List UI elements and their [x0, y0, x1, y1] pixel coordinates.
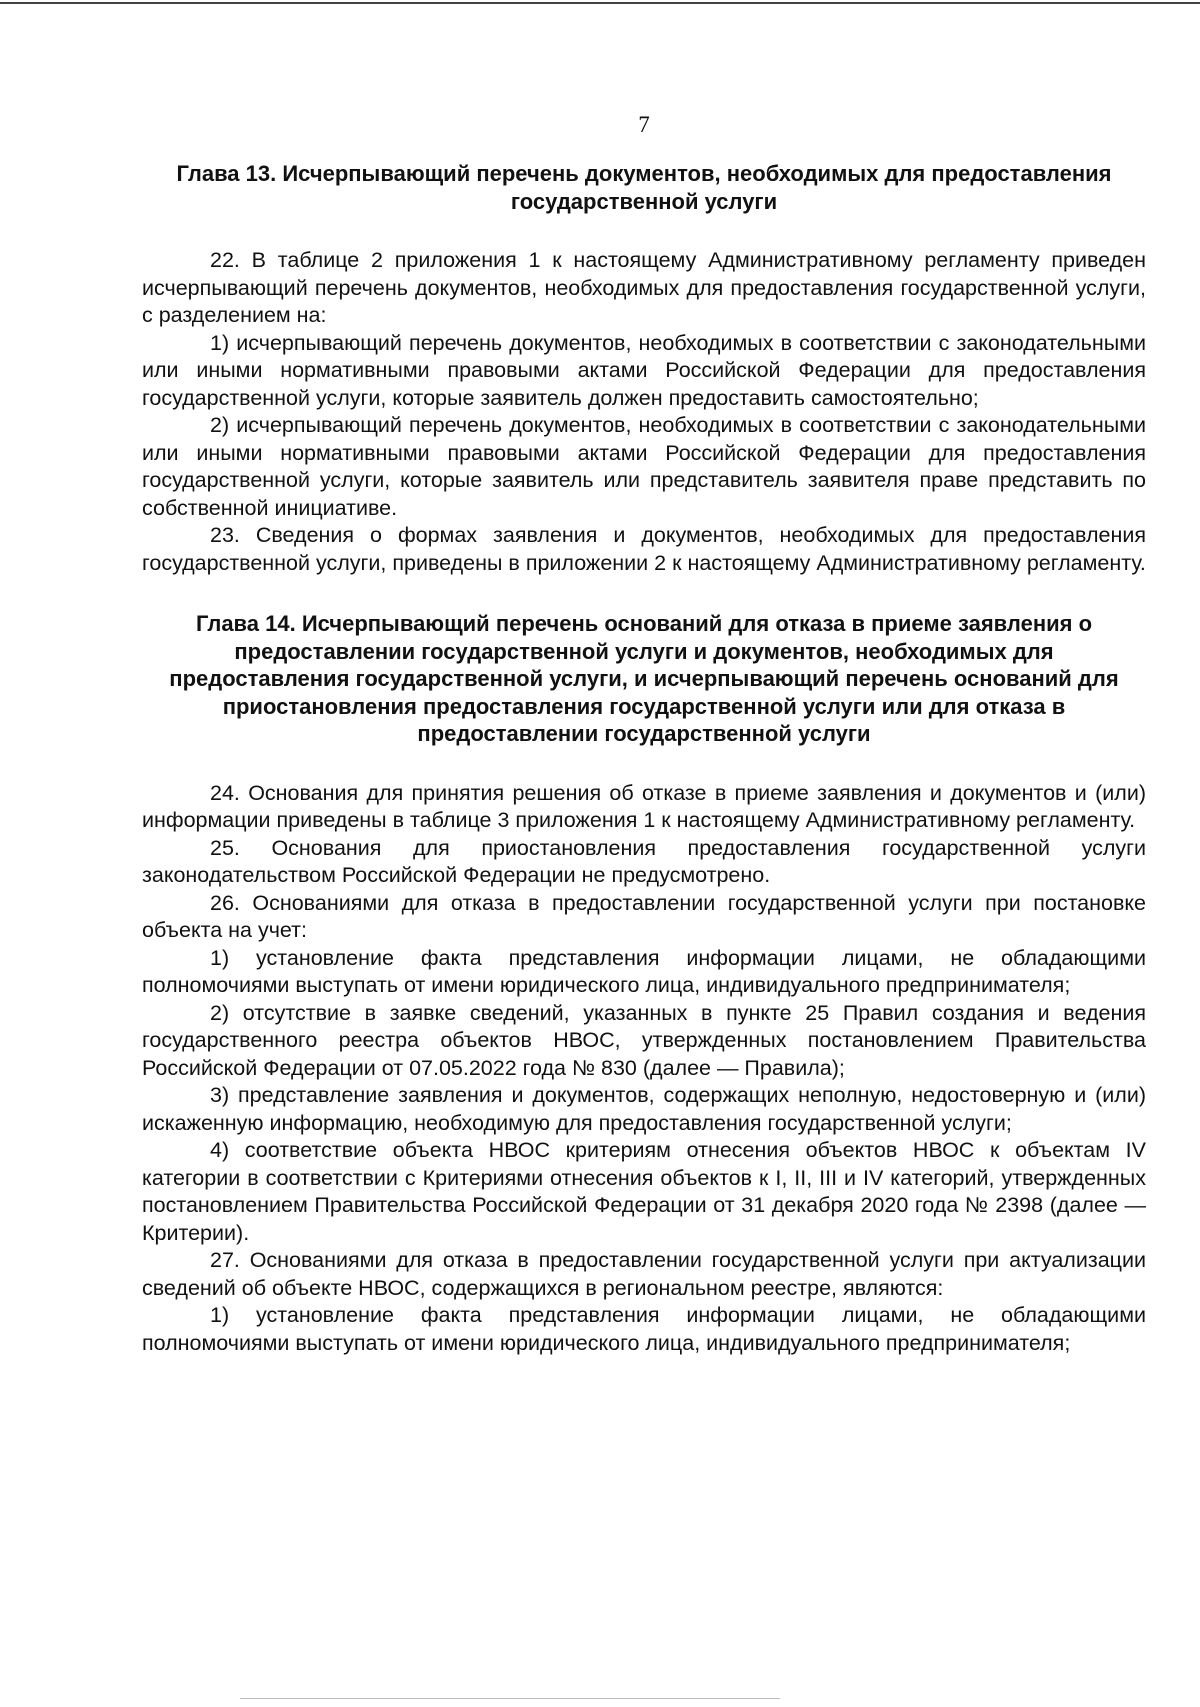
paragraph-24: 24. Основания для принятия решения об отказе в приеме заявления и документов и (или) информации приведены в таблице 3 приложения 1 к настоящему Административному регламенту.: [142, 780, 1146, 832]
page-number: 7: [638, 112, 650, 137]
paragraph-22-item-1: 1) исчерпывающий перечень документов, необходимых в соответствии с законодательными или иными нормативными правовыми актами Российской Федерации для предоставления государственной услуги, которые заявитель должен предоставить самостоятельно;: [142, 330, 1146, 410]
document-page: [142, 110, 1146, 1357]
chapter-14-body: [142, 780, 1146, 1358]
paragraph-27: 27. Основаниями для отказа в предоставлении государственной услуги при актуализации сведений об объекте НВОС, содержащихся в региональном реестре, являются:: [142, 1248, 1146, 1300]
paragraph-22-item-2: 2) исчерпывающий перечень документов, необходимых в соответствии с законодательными или иными нормативными правовыми актами Российской Федерации для предоставления государственной услуги, которые заявитель или представитель заявителя праве представить по собственной инициативе.: [142, 413, 1146, 520]
paragraph-26-item-4: 4) соответствие объекта НВОС критериям отнесения объектов НВОС к объектам IV категории в соответствии с Критериями отнесения объектов к I, II, III и IV категорий, утвержденных постановлением Правительства Российской Федерации от 31 декабря 2020 года № 2398 (далее — Критерии).: [142, 1138, 1146, 1245]
scan-edge-bottom: [240, 1698, 780, 1699]
paragraph-22: 22. В таблице 2 приложения 1 к настоящему Административному регламенту приведен исчерпывающий перечень документов, необходимых для предоставления государственной услуги, с разделением на:: [142, 248, 1146, 327]
chapter-13-title: Глава 13. Исчерпывающий перечень документов, необходимых для предоставления государственной услуги: [176, 161, 1112, 214]
paragraph-26: 26. Основаниями для отказа в предоставлении государственной услуги при постановке объекта на учет:: [142, 890, 1146, 942]
paragraph-26-item-2: 2) отсутствие в заявке сведений, указанных в пункте 25 Правил создания и ведения государственного реестра объектов НВОС, утвержденных постановлением Правительства Российской Федерации от 07.05.2022 года № 830 (далее — Правила);: [142, 1000, 1146, 1080]
paragraph-25: 25. Основания для приостановления предоставления государственной услуги законодательством Российской Федерации не предусмотрено.: [142, 835, 1146, 887]
chapter-13-body: [142, 247, 1146, 577]
paragraph-26-item-1: 1) установление факта представления информации лицами, не обладающими полномочиями выступать от имени юридического лица, индивидуального предпринимателя;: [142, 945, 1146, 997]
paragraph-23: 23. Сведения о формах заявления и документов, необходимых для предоставления государственной услуги, приведены в приложении 2 к настоящему Административному регламенту.: [142, 523, 1146, 575]
paragraph-26-item-3: 3) представление заявления и документов, содержащих неполную, недостоверную и (или) искаженную информацию, необходимую для предоставления государственной услуги;: [142, 1083, 1146, 1135]
chapter-14-title: Глава 14. Исчерпывающий перечень оснований для отказа в приеме заявления о предоставлении государственной услуги и документов, необходимых для предоставления государственной услуги, и исчерпывающий перечень оснований для приостановления предоставления государственной услуги или для отказа в предоставлении государственной услуги: [169, 611, 1119, 746]
scan-edge-top: [0, 2, 1200, 4]
paragraph-27-item-1: 1) установление факта представления информации лицами, не обладающими полномочиями выступать от имени юридического лица, индивидуального предпринимателя;: [142, 1303, 1146, 1355]
